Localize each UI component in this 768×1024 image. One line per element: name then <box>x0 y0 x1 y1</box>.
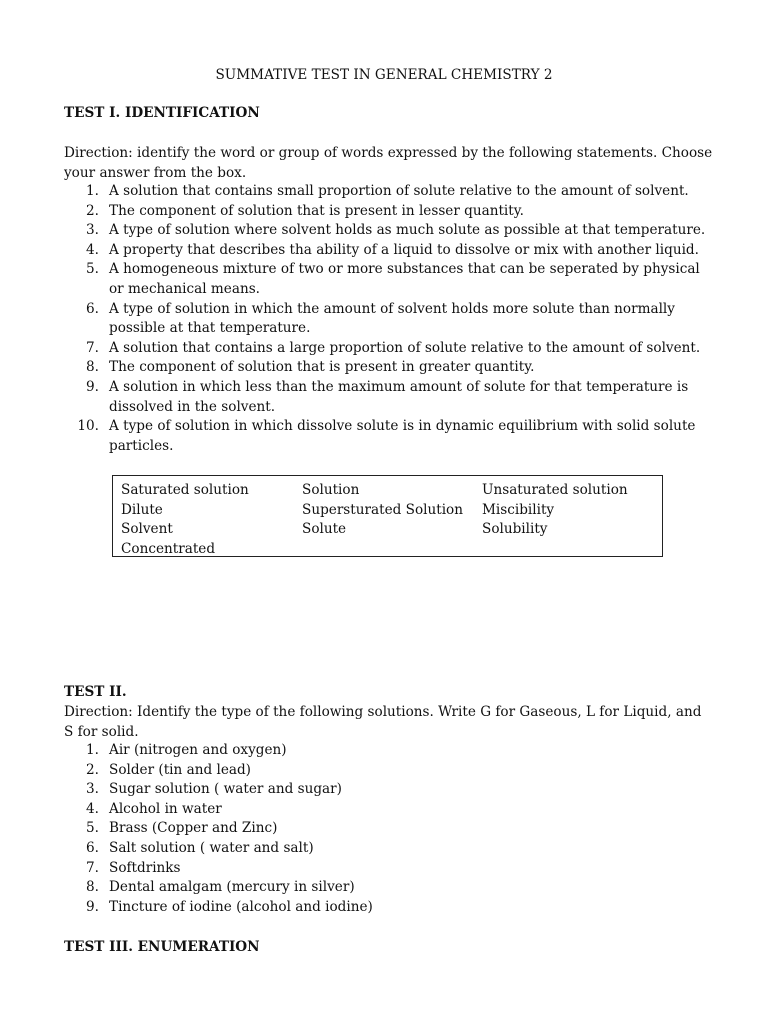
list-item <box>64 241 714 261</box>
answer-choice: Supersturated Solution <box>302 501 463 518</box>
item-text: A solution that contains small proportion of solute relative to the amount of solvent. <box>109 183 689 199</box>
list-item <box>64 898 714 918</box>
item-text: A type of solution where solvent holds as much solute as possible at that temperature. <box>109 222 706 239</box>
list-item <box>64 221 714 241</box>
item-text: Softdrinks <box>109 859 181 876</box>
test1-question-list <box>64 182 714 456</box>
list-item <box>64 358 714 378</box>
list-item <box>64 300 714 339</box>
list-item <box>64 260 714 299</box>
item-text: Solder (tin and lead) <box>109 761 251 778</box>
item-text: Tincture of iodine (alcohol and iodine) <box>109 898 373 915</box>
item-number: 3. <box>86 222 99 239</box>
item-number: 8. <box>86 359 99 376</box>
item-number: 2. <box>86 761 99 778</box>
item-text: The component of solution that is present in lesser quantity. <box>109 202 524 219</box>
document-title: SUMMATIVE TEST IN GENERAL CHEMISTRY 2 <box>215 67 553 83</box>
test2-question-list <box>64 741 714 917</box>
test2-heading: TEST II. <box>64 684 127 700</box>
list-item <box>64 339 714 359</box>
item-number: 1. <box>86 183 99 199</box>
item-text: Alcohol in water <box>109 800 222 817</box>
item-number: 9. <box>86 898 99 915</box>
item-text: Brass (Copper and Zinc) <box>109 820 278 837</box>
answer-choice: Solution <box>302 482 360 498</box>
item-number: 7. <box>86 859 99 876</box>
item-number: 10. <box>77 418 99 435</box>
item-number: 4. <box>86 800 99 817</box>
item-text: A property that describes tha ability of a liquid to dissolve or mix with another liquid. <box>109 241 699 258</box>
list-item <box>64 819 714 839</box>
test1-direction: Direction: identify the word or group of words expressed by the following statements. Choose your answer from the box. <box>64 145 713 181</box>
answer-column-1 <box>121 481 249 559</box>
list-item <box>64 378 714 417</box>
item-number: 7. <box>86 339 99 356</box>
answer-choices-box <box>112 475 663 557</box>
answer-choice: Solvent <box>121 521 173 538</box>
list-item <box>64 800 714 820</box>
item-number: 1. <box>86 742 99 758</box>
list-item <box>64 780 714 800</box>
item-text: A type of solution in which dissolve solute is in dynamic equilibrium with solid solute particles. <box>109 418 696 454</box>
answer-choice: Solute <box>302 521 347 538</box>
list-item <box>64 839 714 859</box>
answer-column-2 <box>302 481 463 540</box>
item-text: Sugar solution ( water and sugar) <box>109 781 342 798</box>
item-text: Salt solution ( water and salt) <box>109 839 314 856</box>
test2-direction: Direction: Identify the type of the following solutions. Write G for Gaseous, L for Liquid, and S for solid. <box>64 704 702 740</box>
list-item <box>64 859 714 879</box>
answer-choice: Miscibility <box>482 501 555 518</box>
list-item <box>64 761 714 781</box>
item-text: The component of solution that is present in greater quantity. <box>109 359 535 376</box>
item-number: 9. <box>86 378 99 395</box>
answer-choice: Concentrated <box>121 540 216 557</box>
test3-heading: TEST III. ENUMERATION <box>64 939 260 955</box>
answer-choice: Saturated solution <box>121 482 249 498</box>
item-number: 6. <box>86 839 99 856</box>
answer-choice: Dilute <box>121 501 163 518</box>
item-text: A homogeneous mixture of two or more substances that can be seperated by physical or mechanical means. <box>109 261 700 297</box>
item-text: A solution in which less than the maximum amount of solute for that temperature is dissolved in the solvent. <box>109 378 689 415</box>
item-text: A solution that contains a large proportion of solute relative to the amount of solvent. <box>109 339 701 356</box>
list-item <box>64 417 714 456</box>
answer-column-3 <box>482 481 628 540</box>
list-item <box>64 182 714 202</box>
list-item <box>64 741 714 761</box>
item-number: 5. <box>86 820 99 837</box>
item-text: Dental amalgam (mercury in silver) <box>109 879 355 896</box>
list-item <box>64 878 714 898</box>
item-number: 3. <box>86 781 99 798</box>
answer-choice: Unsaturated solution <box>482 482 628 498</box>
test1-heading: TEST I. IDENTIFICATION <box>64 105 260 121</box>
item-text: A type of solution in which the amount of solvent holds more solute than normally possible at that temperature. <box>109 300 675 337</box>
list-item <box>64 202 714 222</box>
item-number: 6. <box>86 300 99 317</box>
answer-choice: Solubility <box>482 521 548 538</box>
item-text: Air (nitrogen and oxygen) <box>109 742 287 758</box>
item-number: 4. <box>86 241 99 258</box>
item-number: 5. <box>86 261 99 278</box>
item-number: 8. <box>86 879 99 896</box>
item-number: 2. <box>86 202 99 219</box>
